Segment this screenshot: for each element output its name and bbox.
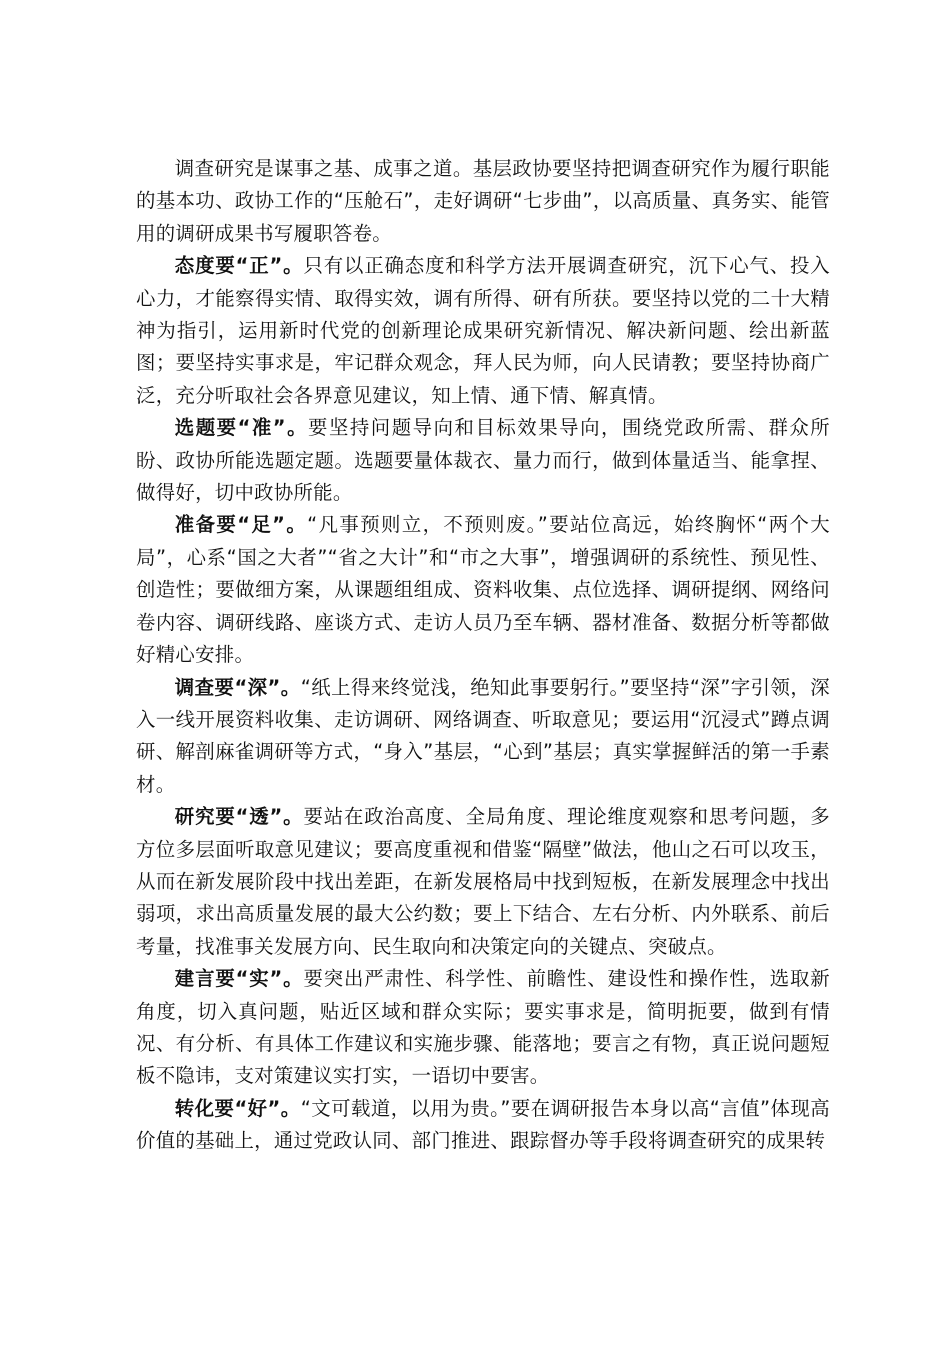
paragraph-investigation [136, 672, 830, 802]
paragraph-text: 只有以正确态度和科学方法开展调查研究，沉下心气、投入心力，才能察得实情、取得实效，调有所得、研有所获。要坚持以党的二十大精神为指引，运用新时代党的创新理论成果研究新情况、解决新问题、绘出新蓝图；要坚持实事求是，牢记群众观念，拜人民为师，向人民请教；要坚持协商广泛，充分听取社会各界意见建议，知上情、通下情、解真情。 [136, 254, 830, 407]
paragraph-topic-selection [136, 412, 830, 509]
paragraph-text: “凡事预则立，不预则废。”要站位高远，始终胸怀“两个大局”，心系“国之大者”“省之大计”和“市之大事”，增强调研的系统性、预见性、创造性；要做细方案，从课题组组成、资料收集、点位选择、调研提纲、网络问卷内容、调研线路、座谈方式、走访人员乃至车辆、器材准备、数据分析等都做好精心安排。 [136, 513, 830, 667]
paragraph-heading: 准备要“足”。 [174, 513, 308, 537]
paragraph-heading: 调查要“深”。 [174, 675, 301, 699]
paragraph-heading: 研究要“透”。 [174, 805, 304, 829]
paragraph-text: 要坚持问题导向和目标效果导向，围绕党政所需、群众所盼、政协所能选题定题。选题要量体裁衣、量力而行，做到体量适当、能拿捏、做得好，切中政协所能。 [136, 416, 831, 505]
paragraph-suggestions [136, 963, 830, 1093]
paragraph-text: “纸上得来终觉浅，绝知此事要躬行。”要坚持“深”字引领，深入一线开展资料收集、走访调研、网络调查、听取意见；要运用“沉浸式”蹲点调研、解剖麻雀调研等方式，“身入”基层，“心到”基层；真实掌握鲜活的第一手素材。 [136, 675, 830, 796]
paragraph-preparation [136, 509, 830, 671]
paragraph-text: “文可载道，以用为贵。”要在调研报告本身以高“言值”体现高价值的基础上，通过党政认同、部门推进、跟踪督办等手段将调查研究的成果转 [136, 1096, 830, 1153]
paragraph-attitude [136, 250, 830, 412]
paragraph-heading: 选题要“准”。 [174, 416, 309, 440]
paragraph-research [136, 801, 830, 963]
article-body [136, 153, 830, 1158]
paragraph-transformation [136, 1093, 830, 1158]
paragraph-text: 调查研究是谋事之基、成事之道。基层政协要坚持把调查研究作为履行职能的基本功、政协工作的“压舱石”，走好调研“七步曲”，以高质量、真务实、能管用的调研成果书写履职答卷。 [136, 157, 830, 245]
paragraph-heading: 建言要“实”。 [174, 967, 304, 991]
paragraph-text: 要突出严肃性、科学性、前瞻性、建设性和操作性，选取新角度，切入真问题，贴近区域和群众实际；要实事求是，简明扼要，做到有情况、有分析、有具体工作建议和实施步骤、能落地；要言之有物，真正说问题短板不隐讳，支对策建议实打实，一语切中要害。 [136, 967, 830, 1088]
paragraph-text: 要站在政治高度、全局角度、理论维度观察和思考问题，多方位多层面听取意见建议；要高度重视和借鉴“隔壁”做法，他山之石可以攻玉，从而在新发展阶段中找出差距，在新发展格局中找到短板，在新发展理念中找出弱项，求出高质量发展的最大公约数；要上下结合、左右分析、内外联系、前后考量，找准事关发展方向、民生取向和决策定向的关键点、突破点。 [136, 805, 830, 958]
paragraph-intro [136, 153, 830, 250]
paragraph-heading: 转化要“好”。 [174, 1096, 301, 1120]
paragraph-heading: 态度要“正”。 [174, 254, 304, 278]
